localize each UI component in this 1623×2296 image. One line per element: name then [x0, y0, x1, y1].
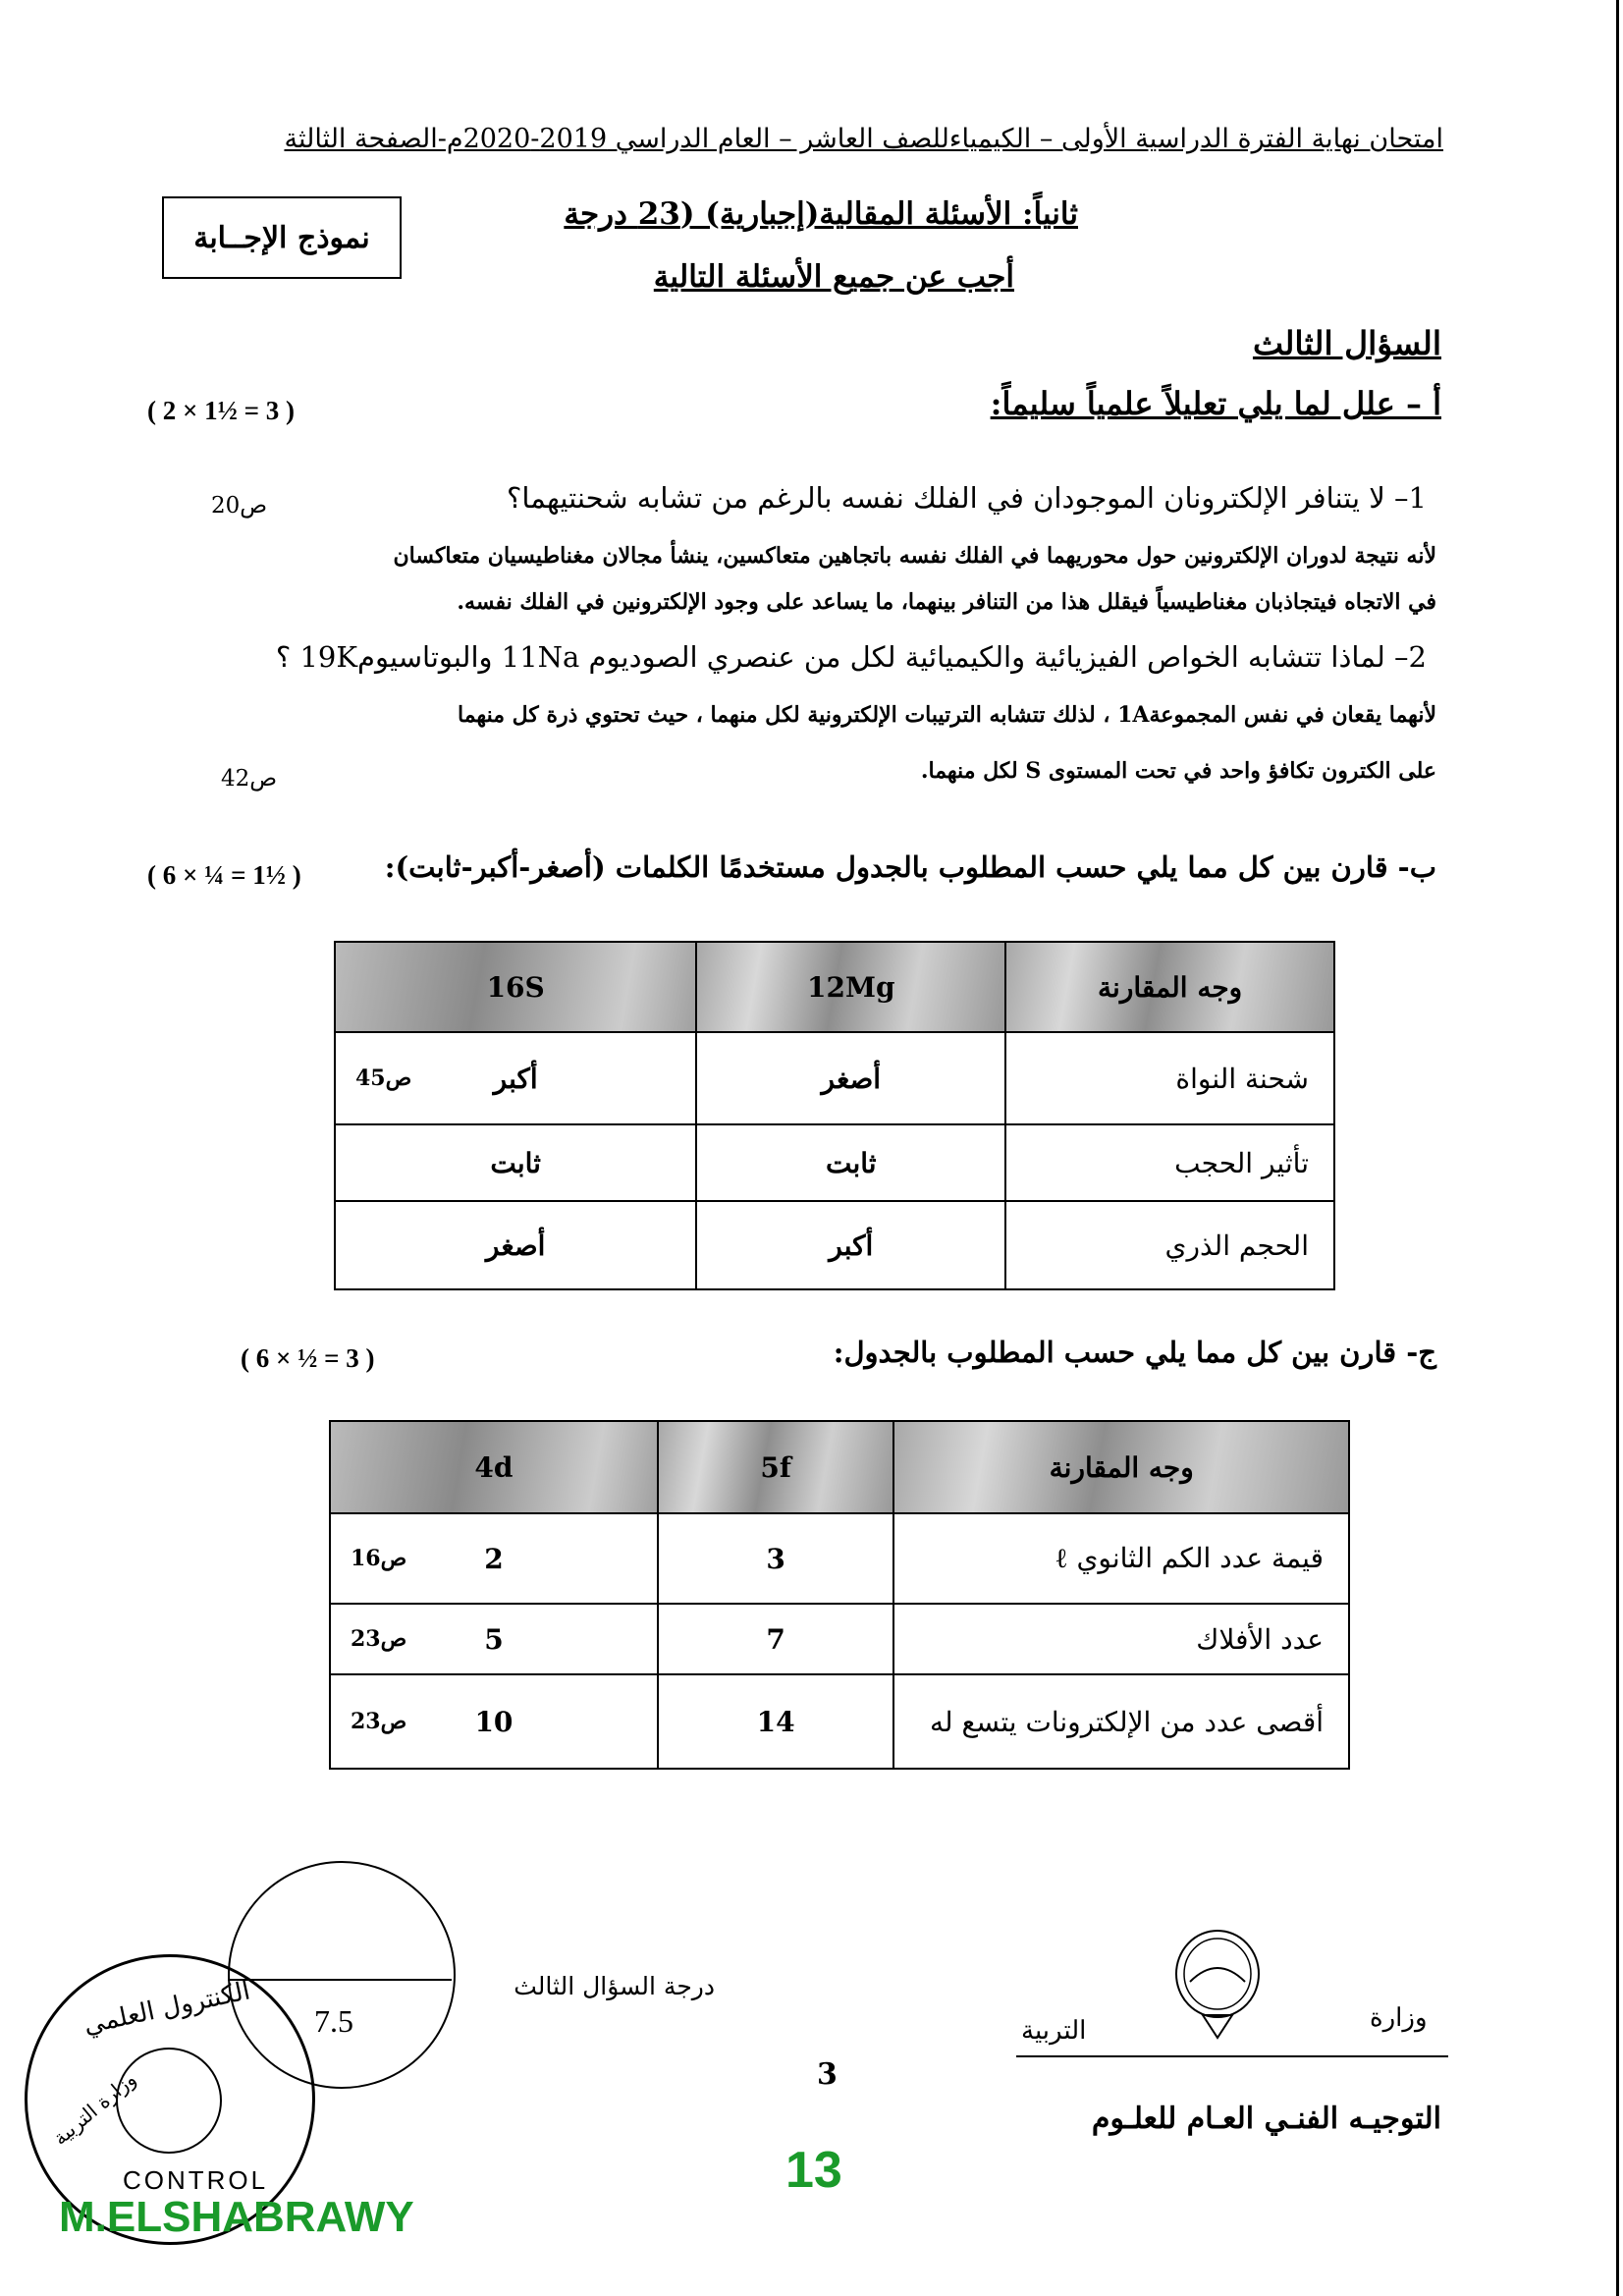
part-b-table [334, 941, 1335, 1290]
table-row [330, 1674, 1349, 1769]
cell-s: ثابت [335, 1124, 696, 1201]
cell-mg: أصغر [696, 1032, 1005, 1124]
cell-4d: 2 [484, 1542, 504, 1575]
part-a-score: ( 2 × 1½ = 3 ) [147, 396, 296, 425]
cell-mg: أكبر [696, 1201, 1005, 1289]
part-a-answer-2-line-1: لأنهما يقعان في نفس المجموعة1A ، لذلك تتشابه الترتيبات الإلكترونية لكل منهما ، حيث تحتوي ذرة كل منهما [458, 702, 1436, 728]
ministry-emblem-icon [1168, 1925, 1267, 2043]
table-row [330, 1604, 1349, 1674]
question-title: السؤال الثالث [1252, 324, 1441, 362]
part-a-answer-1-line-2: في الاتجاه فيتجاذبان مغناطيسياً فيقلل هذا من التنافر بينهما، ما يساعد على وجود الإلكترونين في الفلك نفسه. [457, 589, 1436, 615]
part-a-title: أ – علل لما يلي تعليلاً علمياً سليماً: [990, 385, 1441, 422]
cell-4d: 10 [474, 1705, 514, 1738]
cell-5f: 14 [658, 1674, 894, 1769]
stamp-latin-text: CONTROL [123, 2165, 269, 2195]
row-label: أقصى عدد من الإلكترونات يتسع له [893, 1674, 1349, 1769]
part-b-header-comparison: وجه المقارنة [1005, 942, 1334, 1032]
row-label: شحنة النواة [1005, 1032, 1334, 1124]
part-a-question-2: 2– لماذا تتشابه الخواص الفيزيائية والكيميائية لكل من عنصري الصوديوم 11Na والبوتاسيوم19K ؟ [275, 640, 1427, 674]
page-ref: ص16 [351, 1546, 407, 1571]
cell-5f: 3 [658, 1513, 894, 1604]
part-a-answer-2-line-2: على الكترون تكافؤ واحد في تحت المستوى S لكل منهما. [920, 758, 1436, 784]
part-b-score: ( 6 × ¼ = 1½ ) [147, 860, 301, 890]
cell-s: أصغر [335, 1201, 696, 1289]
cell-4d: 5 [484, 1622, 504, 1656]
table-row [330, 1513, 1349, 1604]
part-a-q2-page-ref: ص42 [221, 766, 278, 792]
page-ref: ص23 [351, 1626, 407, 1652]
cell-5f: 7 [658, 1604, 894, 1674]
science-directorate: التوجيـه الفنـي العـام للعلـوم [1091, 2102, 1441, 2136]
page-number: 3 [817, 2057, 838, 2092]
part-b-header-mg: 12Mg [696, 942, 1005, 1032]
ministry-label-1: وزارة [1370, 2003, 1428, 2033]
grade-value: 7.5 [314, 2003, 353, 2039]
cell-mg: ثابت [696, 1124, 1005, 1201]
page-ref: ص45 [355, 1066, 412, 1091]
answer-model-label: نموذج الإجــابة [162, 196, 402, 279]
row-label: عدد الأفلاك [893, 1604, 1349, 1674]
stamp-emblem-icon [116, 2048, 222, 2154]
sheet-number: 13 [785, 2142, 842, 2199]
watermark: M.ELSHABRAWY [59, 2193, 414, 2241]
page-ref: ص23 [351, 1709, 407, 1734]
part-c-table [329, 1420, 1350, 1770]
cell-s: أكبر [493, 1062, 538, 1095]
section-title: ثانياً: الأسئلة المقالية(إجبارية) (23 درجة [564, 196, 1078, 232]
part-c-header-4d: 4d [330, 1421, 658, 1513]
grade-label: درجة السؤال الثالث [514, 1972, 715, 2000]
row-label: قيمة عدد الكم الثانوي ℓ [893, 1513, 1349, 1604]
ministry-label-2: التربية [1021, 2016, 1087, 2046]
table-row [335, 1124, 1334, 1201]
part-a-question-1: 1– لا يتنافر الإلكترونان الموجودان في الفلك نفسه بالرغم من تشابه شحنتيهما؟ [506, 481, 1427, 515]
part-c-score: ( 6 × ½ = 3 ) [241, 1343, 375, 1373]
part-c-header-5f: 5f [658, 1421, 894, 1513]
part-b-title: ب- قارن بين كل مما يلي حسب المطلوب بالجدول مستخدمًا الكلمات (أصغر-أكبر-ثابت): [384, 850, 1436, 884]
stamp-text: الكنترول العلمي [81, 1976, 253, 2041]
ministry-divider [1016, 2055, 1448, 2057]
part-c-title: ج- قارن بين كل مما يلي حسب المطلوب بالجدول: [833, 1336, 1436, 1369]
answer-all-instruction: أجب عن جميع الأسئلة التالية [653, 259, 1014, 295]
part-c-header-comparison: وجه المقارنة [893, 1421, 1349, 1513]
part-a-answer-1-line-1: لأنه نتيجة لدوران الإلكترونين حول محوريهما في الفلك نفسه باتجاهين متعاكسين، ينشأ مجالان مغناطيسيان متعاكسان [393, 543, 1436, 569]
row-label: تأثير الحجب [1005, 1124, 1334, 1201]
page-right-border [1616, 0, 1619, 2296]
table-row [335, 1032, 1334, 1124]
exam-header: امتحان نهاية الفترة الدراسية الأولى – الكيمياءللصف العاشر – العام الدراسي 2019-2020م-الصفحة الثالثة [284, 124, 1443, 154]
part-a-q1-page-ref: ص20 [211, 493, 268, 519]
row-label: الحجم الذري [1005, 1201, 1334, 1289]
stamp-subtext: وزارة التربية [48, 2066, 141, 2151]
table-row [335, 1201, 1334, 1289]
part-b-header-s: 16S [335, 942, 696, 1032]
